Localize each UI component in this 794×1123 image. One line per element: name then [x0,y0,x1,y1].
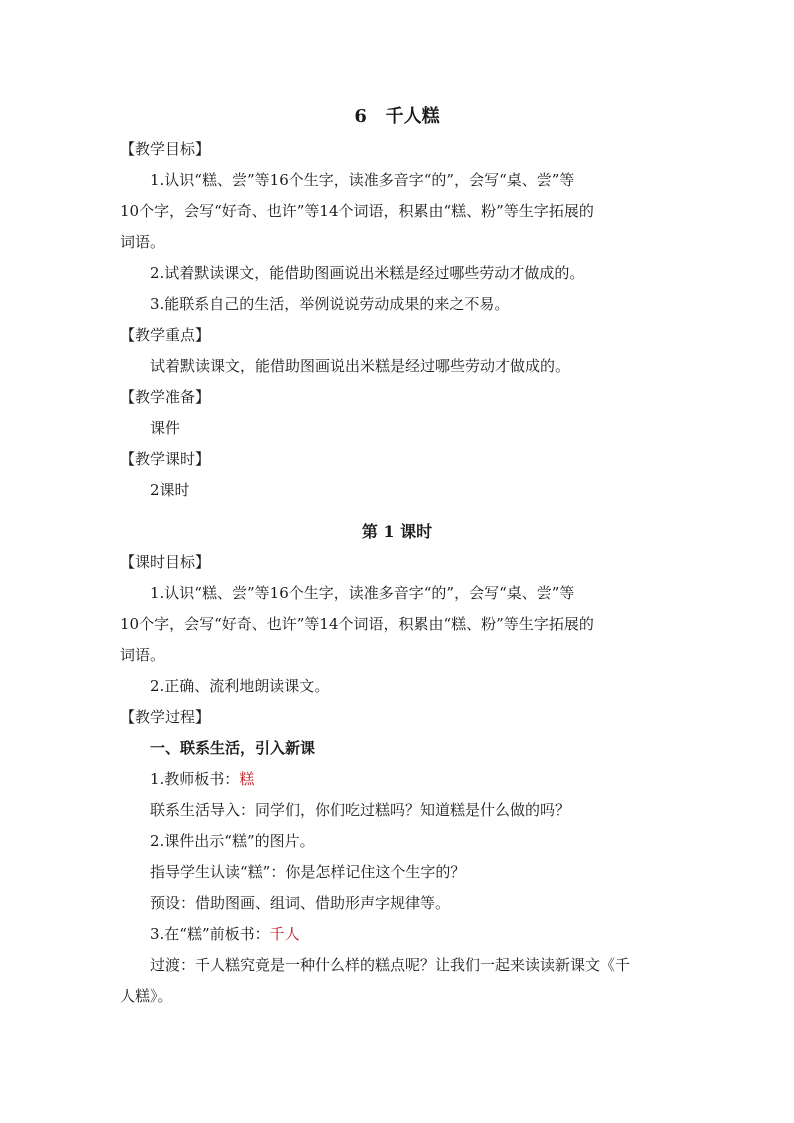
goal-1-line-2: 10个字，会写“好奇、也许”等14个词语，积累由“糕、粉”等生字拓展的 [120,202,594,220]
teaching-prep-text: 课件 [150,419,181,437]
board-writing-1-word: 糕 [239,770,255,788]
board-writing-1-prefix: 1.教师板书： [150,770,240,788]
teaching-hours-heading: 【教学课时】 [120,450,211,468]
board-writing-2 [150,924,300,944]
teaching-focus-heading: 【教学重点】 [120,326,211,344]
teaching-hours-text: 2课时 [150,481,190,499]
teaching-goals-heading: 【教学目标】 [120,140,211,158]
goal-1-line-3: 词语。 [120,233,166,251]
lesson-goal-1-line-2: 10个字，会写“好奇、也许”等14个词语，积累由“糕、粉”等生字拓展的 [120,615,594,633]
transition-line-2: 人糕》。 [120,987,173,1005]
step-1-title: 一、联系生活，引入新课 [150,739,316,757]
lesson-1-title: 第 1 课时 [361,522,433,541]
transition-line-1: 过渡：千人糕究竟是一种什么样的糕点呢？让我们一起来读读新课文《千 [150,956,631,974]
teaching-prep-heading: 【教学准备】 [120,388,211,406]
goal-1-line-1: 1.认识“糕、尝”等16个生字，读准多音字“的”，会写“桌、尝”等 [150,171,575,189]
teaching-process-heading: 【教学过程】 [120,708,211,726]
guide-reading-text: 指导学生认读“糕”：你是怎样记住这个生字的？ [150,863,466,881]
board-writing-2-prefix: 3.在“糕”前板书： [150,925,270,943]
life-intro-text: 联系生活导入：同学们，你们吃过糕吗？知道糕是什么做的吗？ [150,801,571,819]
lesson-goals-heading: 【课时目标】 [120,553,211,571]
lesson-goal-2: 2.正确、流利地朗读课文。 [150,677,330,695]
board-writing-1 [150,769,254,789]
goal-3: 3.能联系自己的生活，举例说说劳动成果的来之不易。 [150,295,510,313]
lesson-goal-1-line-1: 1.认识“糕、尝”等16个生字，读准多音字“的”，会写“桌、尝”等 [150,584,575,602]
teaching-focus-text: 试着默读课文，能借助图画说出米糕是经过哪些劳动才做成的。 [150,357,571,375]
document-title: 6 千人糕 [354,106,440,127]
goal-2: 2.试着默读课文，能借助图画说出米糕是经过哪些劳动才做成的。 [150,264,585,282]
lesson-goal-1-line-3: 词语。 [120,646,166,664]
board-writing-2-word: 千人 [269,925,300,943]
preset-answer-text: 预设：借助图画、组词、借助形声字规律等。 [150,894,451,912]
show-picture-text: 2.课件出示“糕”的图片。 [150,832,315,850]
